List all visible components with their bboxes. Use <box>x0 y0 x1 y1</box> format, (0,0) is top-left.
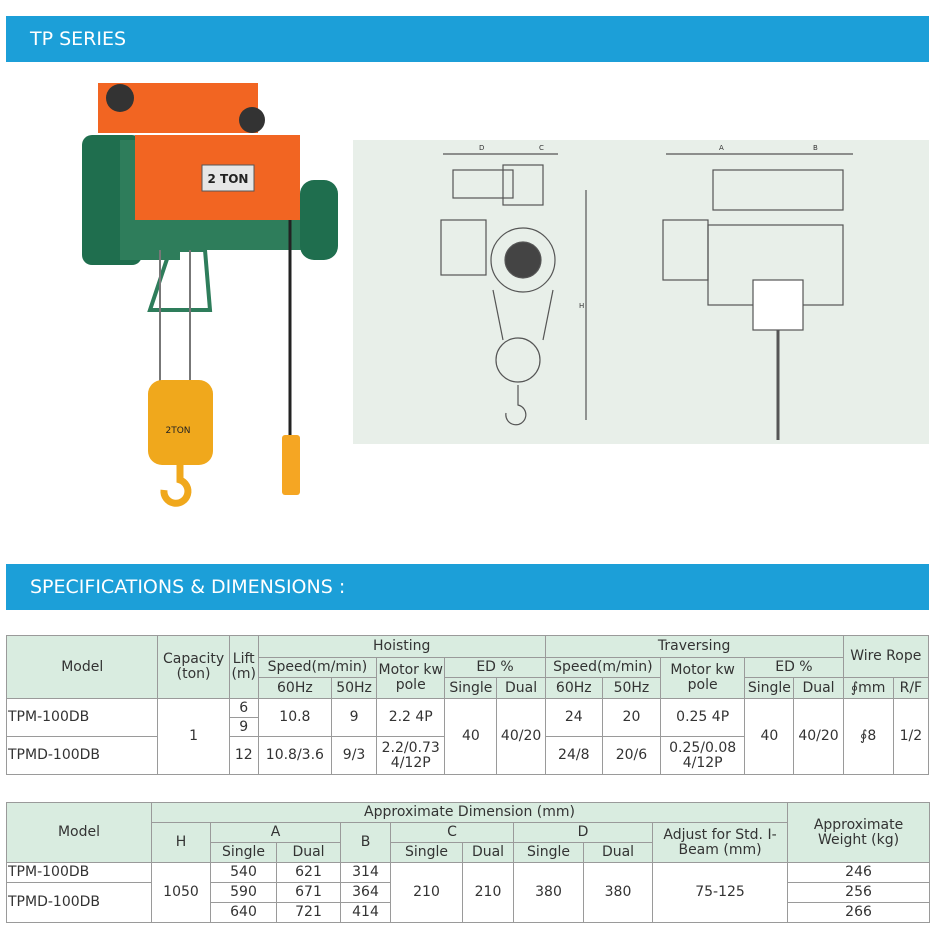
label-a: A <box>719 144 724 152</box>
cell-tpm-hoist-50hz: 9 <box>331 699 376 737</box>
dim-header-c: C <box>391 823 514 843</box>
hook <box>164 465 188 503</box>
header-model: Model <box>7 636 158 699</box>
dim-header-h: H <box>152 823 211 863</box>
header-rope-mm: ∮mm <box>843 678 893 699</box>
trolley-wheel-left <box>106 84 134 112</box>
header-trav-60hz: 60Hz <box>545 678 602 699</box>
dim-header-model: Model <box>7 803 152 863</box>
cell-trav-ed-dual: 40/20 <box>794 699 843 775</box>
dim-cell-a-dual-1: 621 <box>277 863 341 883</box>
dim-cell-b-3: 414 <box>341 903 391 923</box>
dim-header-d: D <box>514 823 653 843</box>
dim-header-d-single: Single <box>514 843 584 863</box>
dim-cell-b-2: 364 <box>341 883 391 903</box>
drawing-drum-core <box>505 242 541 278</box>
dimension-table <box>6 802 930 923</box>
dim-header-d-dual: Dual <box>584 843 653 863</box>
dim-header-adjust: Adjust for Std. I-Beam (mm) <box>653 823 788 863</box>
header-trav-50hz: 50Hz <box>602 678 660 699</box>
hoist-motor-right <box>300 180 338 260</box>
header-hoist-speed: Speed(m/min) <box>258 658 376 678</box>
cell-tpm-hoist-60hz: 10.8 <box>258 699 331 737</box>
header-hoist-60hz: 60Hz <box>258 678 331 699</box>
dim-header-weight: Approximate Weight (kg) <box>788 803 930 863</box>
cell-rope-mm: ∮8 <box>843 699 893 775</box>
dim-row-model-tpm: TPM-100DB <box>7 863 152 883</box>
dim-cell-a-dual-3: 721 <box>277 903 341 923</box>
header-hoisting: Hoisting <box>258 636 545 658</box>
dim-header-a: A <box>211 823 341 843</box>
header-trav-speed: Speed(m/min) <box>545 658 660 678</box>
header-trav-ed: ED % <box>745 658 843 678</box>
trolley-wheel-right <box>239 107 265 133</box>
label-h: H <box>579 302 585 310</box>
tp-series-banner <box>6 16 929 62</box>
header-hoist-ed-single: Single <box>445 678 497 699</box>
dim-cell-d-dual: 380 <box>584 863 653 923</box>
dim-cell-weight-2: 256 <box>788 883 930 903</box>
cell-tpm-trav-60hz: 24 <box>545 699 602 737</box>
header-lift: Lift (m) <box>229 636 258 699</box>
header-traversing: Traversing <box>545 636 843 658</box>
dim-cell-weight-3: 266 <box>788 903 930 923</box>
label-c: C <box>539 144 544 152</box>
dim-row-model-tpmd: TPMD-100DB <box>7 883 152 923</box>
header-capacity: Capacity (ton) <box>158 636 229 699</box>
cell-tpmd-hoist-50hz: 9/3 <box>331 737 376 775</box>
specification-table <box>6 635 929 775</box>
label-b: B <box>813 144 818 152</box>
cell-tpmd-trav-motor: 0.25/0.08 4/12P <box>661 737 745 775</box>
cell-tpmd-trav-60hz: 24/8 <box>545 737 602 775</box>
technical-drawing <box>353 140 929 444</box>
cell-tpmd-hoist-motor: 2.2/0.73 4/12P <box>377 737 445 775</box>
dim-cell-d-single: 380 <box>514 863 584 923</box>
dim-header-c-dual: Dual <box>463 843 514 863</box>
dim-cell-a-dual-2: 671 <box>277 883 341 903</box>
header-hoist-motor: Motor kw pole <box>377 658 445 699</box>
cell-tpm-trav-motor: 0.25 4P <box>661 699 745 737</box>
dim-cell-a-single-1: 540 <box>211 863 277 883</box>
nameplate-text: 2 TON <box>207 172 249 186</box>
hoist-drum <box>165 220 305 250</box>
cell-trav-ed-single: 40 <box>745 699 794 775</box>
pendant-control <box>282 435 300 495</box>
hook-block <box>148 380 213 465</box>
header-rope-rf: R/F <box>893 678 928 699</box>
specs-title: SPECIFICATIONS & DIMENSIONS : <box>30 576 346 598</box>
cell-hoist-ed-single: 40 <box>445 699 497 775</box>
cell-tpmd-trav-50hz: 20/6 <box>602 737 660 775</box>
dim-header-approx: Approximate Dimension (mm) <box>152 803 788 823</box>
cell-lift-12: 12 <box>229 737 258 775</box>
dim-header-a-single: Single <box>211 843 277 863</box>
cell-lift-9: 9 <box>229 718 258 737</box>
cell-lift-6: 6 <box>229 699 258 718</box>
cell-tpm-hoist-motor: 2.2 4P <box>377 699 445 737</box>
row-model-tpmd: TPMD-100DB <box>7 737 158 775</box>
dim-header-c-single: Single <box>391 843 463 863</box>
header-hoist-50hz: 50Hz <box>331 678 376 699</box>
tp-series-title: TP SERIES <box>30 28 127 50</box>
row-model-tpm: TPM-100DB <box>7 699 158 737</box>
drawing-hook-block-front <box>753 280 803 330</box>
dim-cell-h: 1050 <box>152 863 211 923</box>
specs-banner <box>6 564 929 610</box>
hook-block-tag: 2TON <box>165 426 191 436</box>
dim-cell-weight-1: 246 <box>788 863 930 883</box>
dim-cell-c-single: 210 <box>391 863 463 923</box>
dim-cell-a-single-2: 590 <box>211 883 277 903</box>
cell-tpm-trav-50hz: 20 <box>602 699 660 737</box>
cell-tpmd-hoist-60hz: 10.8/3.6 <box>258 737 331 775</box>
dim-cell-adjust: 75-125 <box>653 863 788 923</box>
header-trav-ed-single: Single <box>745 678 794 699</box>
dim-header-a-dual: Dual <box>277 843 341 863</box>
cell-hoist-ed-dual: 40/20 <box>497 699 545 775</box>
cell-rope-rf: 1/2 <box>893 699 928 775</box>
dim-cell-a-single-3: 640 <box>211 903 277 923</box>
dim-header-b: B <box>341 823 391 863</box>
cell-capacity: 1 <box>158 699 229 775</box>
header-hoist-ed: ED % <box>445 658 545 678</box>
header-trav-ed-dual: Dual <box>794 678 843 699</box>
header-wire-rope: Wire Rope <box>843 636 928 678</box>
label-d: D <box>479 144 485 152</box>
dim-cell-b-1: 314 <box>341 863 391 883</box>
dim-cell-c-dual: 210 <box>463 863 514 923</box>
header-trav-motor: Motor kw pole <box>661 658 745 699</box>
hoist-photo <box>80 80 345 510</box>
header-hoist-ed-dual: Dual <box>497 678 545 699</box>
